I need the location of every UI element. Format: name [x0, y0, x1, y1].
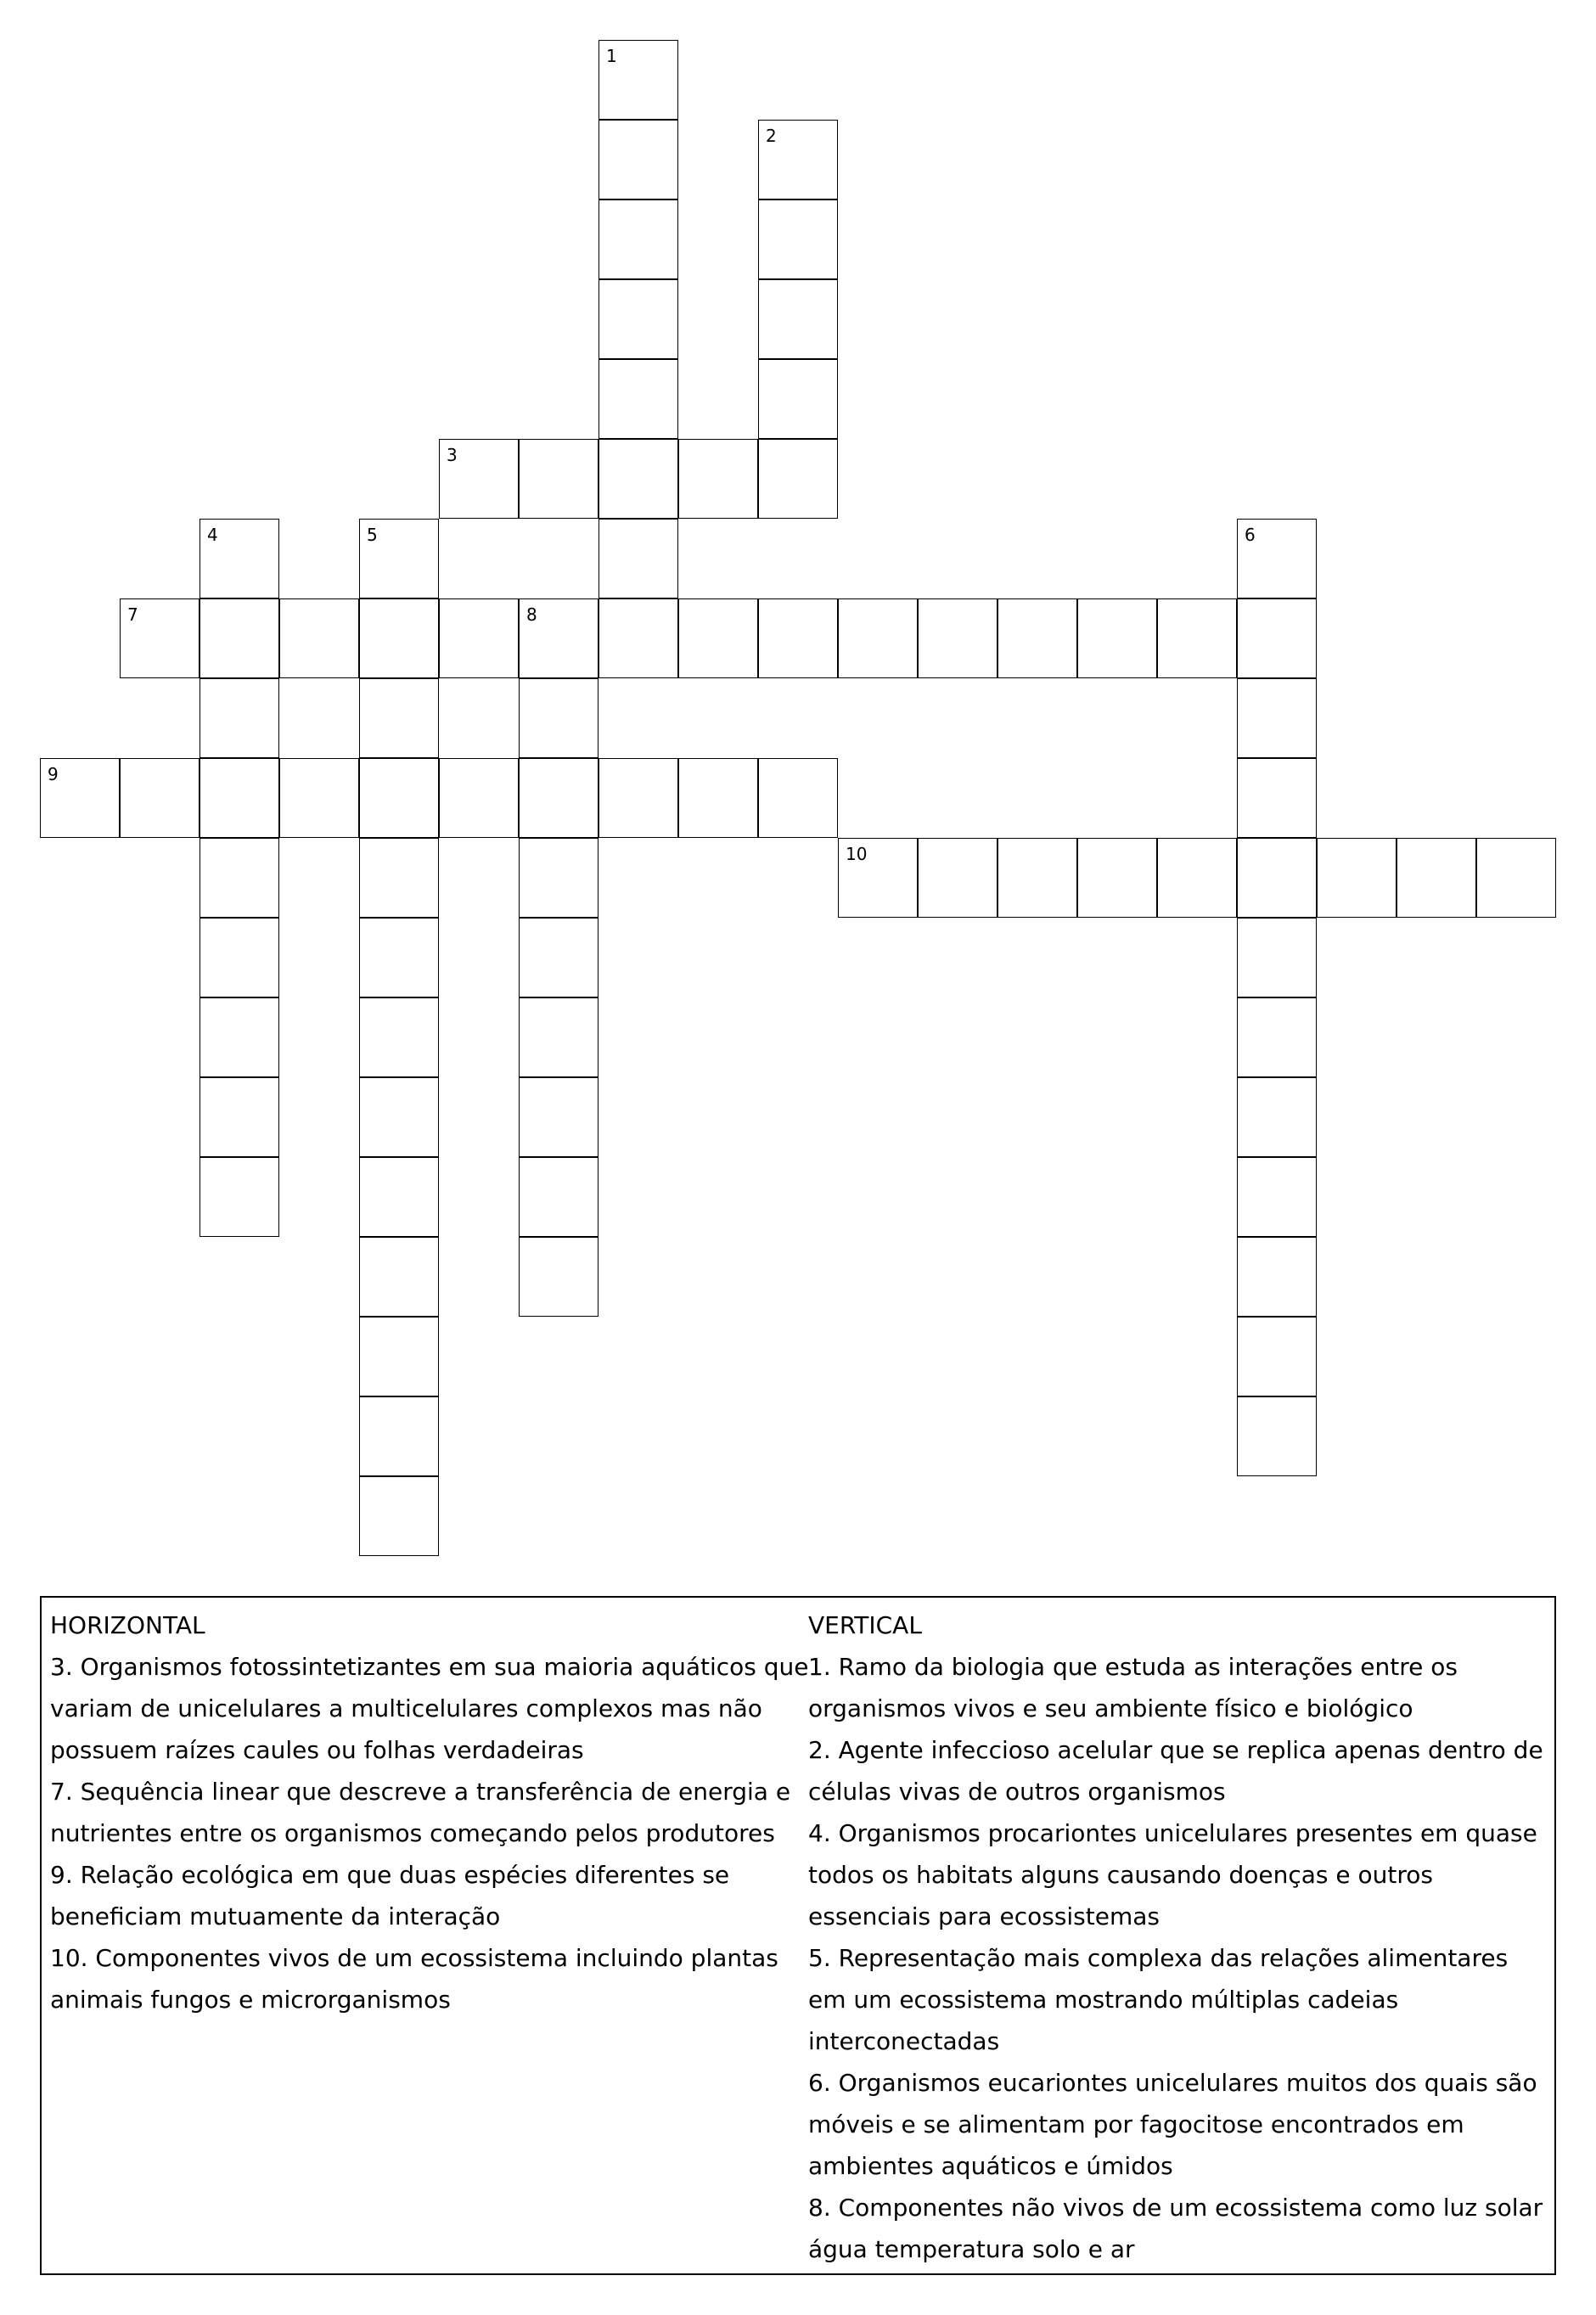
clue-item: 10. Componentes vivos de um ecossistema incluindo plantas animais fungos e microrganismos: [50, 1944, 778, 2014]
crossword-cell[interactable]: [359, 1237, 439, 1317]
vertical-clues: [808, 1604, 1551, 2270]
clue-number: 2: [766, 126, 777, 146]
clue-number: 9: [48, 764, 59, 784]
crossword-cell[interactable]: [758, 279, 838, 359]
crossword-cell[interactable]: [1237, 1396, 1317, 1476]
crossword-cell[interactable]: [1237, 838, 1317, 918]
crossword-cell[interactable]: [1237, 678, 1317, 758]
crossword-cell[interactable]: [918, 838, 997, 918]
clue-item: 3. Organismos fotossintetizantes em sua maioria aquáticos que variam de unicelulares a multicelulares complexos mas não possuem raízes caules ou folhas verdadeiras: [50, 1653, 809, 1764]
clue-number: 10: [846, 844, 868, 864]
vertical-title: VERTICAL: [808, 1611, 922, 1639]
crossword-cell[interactable]: [439, 439, 519, 519]
crossword-cell[interactable]: [439, 598, 519, 678]
horizontal-title: HORIZONTAL: [50, 1611, 205, 1639]
crossword-cell[interactable]: [359, 1476, 439, 1556]
crossword-cell[interactable]: [359, 1077, 439, 1157]
crossword-cell[interactable]: [519, 1157, 598, 1237]
crossword-cell[interactable]: [997, 838, 1077, 918]
crossword-cell[interactable]: [200, 598, 279, 678]
crossword-cell[interactable]: [598, 439, 678, 519]
crossword-cell[interactable]: [1157, 838, 1237, 918]
clue-item: 6. Organismos eucariontes unicelulares muitos dos quais são móveis e se alimentam por fagocitose encontrados em ambientes aquáticos e úmidos: [808, 2069, 1537, 2180]
crossword-cell[interactable]: [200, 519, 279, 598]
crossword-cell[interactable]: [279, 758, 359, 838]
crossword-cell[interactable]: [359, 678, 439, 758]
crossword-cell[interactable]: [359, 838, 439, 918]
crossword-cell[interactable]: [1237, 598, 1317, 678]
crossword-cell[interactable]: [519, 838, 598, 918]
crossword-cell[interactable]: [279, 598, 359, 678]
crossword-cell[interactable]: [598, 199, 678, 279]
crossword-cell[interactable]: [758, 758, 838, 838]
crossword-cell[interactable]: [997, 598, 1077, 678]
clue-number: 1: [606, 46, 617, 66]
clue-number: 3: [447, 445, 458, 465]
clue-item: 2. Agente infeccioso acelular que se replica apenas dentro de células vivas de outros organismos: [808, 1736, 1543, 1806]
clue-number: 6: [1245, 525, 1256, 545]
clues-box: [40, 1596, 1556, 2275]
clue-number: 7: [127, 604, 138, 625]
crossword-cell[interactable]: [519, 1077, 598, 1157]
crossword-cell[interactable]: [598, 519, 678, 598]
crossword-cell[interactable]: [120, 598, 200, 678]
crossword-cell[interactable]: [200, 1157, 279, 1237]
crossword-cell[interactable]: [1077, 838, 1157, 918]
crossword-cell[interactable]: [439, 758, 519, 838]
crossword-cell[interactable]: [1237, 758, 1317, 838]
horizontal-clues: [50, 1604, 810, 2020]
clue-number: 5: [367, 525, 378, 545]
crossword-cell[interactable]: [200, 758, 279, 838]
clue-item: 4. Organismos procariontes unicelulares presentes em quase todos os habitats alguns causando doenças e outros essenciais para ecossistemas: [808, 1819, 1537, 1930]
crossword-cell[interactable]: [359, 1396, 439, 1476]
crossword-cell[interactable]: [200, 678, 279, 758]
crossword-cell[interactable]: [598, 120, 678, 199]
crossword-cell[interactable]: [598, 598, 678, 678]
crossword-cell[interactable]: [598, 359, 678, 439]
crossword-cell[interactable]: [359, 1317, 439, 1396]
crossword-cell[interactable]: [200, 838, 279, 918]
clue-item: 5. Representação mais complexa das relações alimentares em um ecossistema mostrando múltiplas cadeias interconectadas: [808, 1944, 1509, 2055]
crossword-cell[interactable]: [200, 1077, 279, 1157]
crossword-cell[interactable]: [1237, 519, 1317, 598]
clue-item: 7. Sequência linear que descreve a transferência de energia e nutrientes entre os organismos começando pelos produtores: [50, 1778, 791, 1847]
clue-number: 8: [526, 604, 537, 625]
crossword-cell[interactable]: [200, 918, 279, 997]
crossword-cell[interactable]: [200, 997, 279, 1077]
crossword-cell[interactable]: [359, 918, 439, 997]
crossword-cell[interactable]: [1237, 918, 1317, 997]
crossword-cell[interactable]: [519, 997, 598, 1077]
crossword-cell[interactable]: [40, 758, 120, 838]
crossword-cell[interactable]: [1396, 838, 1476, 918]
crossword-cell[interactable]: [758, 359, 838, 439]
crossword-cell[interactable]: [519, 678, 598, 758]
crossword-cell[interactable]: [918, 598, 997, 678]
crossword-cell[interactable]: [359, 598, 439, 678]
crossword-cell[interactable]: [359, 1157, 439, 1237]
clue-item: 1. Ramo da biologia que estuda as interações entre os organismos vivos e seu ambiente físico e biológico: [808, 1653, 1458, 1722]
crossword-cell[interactable]: [1317, 838, 1396, 918]
crossword-cell[interactable]: [1157, 598, 1237, 678]
crossword-cell[interactable]: [758, 199, 838, 279]
crossword-cell[interactable]: [758, 439, 838, 519]
crossword-cell[interactable]: [1237, 1317, 1317, 1396]
crossword-cell[interactable]: [838, 838, 918, 918]
clue-item: 9. Relação ecológica em que duas espécies diferentes se beneficiam mutuamente da interação: [50, 1861, 730, 1930]
crossword-cell[interactable]: [838, 598, 918, 678]
crossword-cell[interactable]: [359, 758, 439, 838]
crossword-cell[interactable]: [598, 758, 678, 838]
crossword-cell[interactable]: [519, 598, 598, 678]
crossword-cell[interactable]: [1237, 997, 1317, 1077]
crossword-cell[interactable]: [598, 279, 678, 359]
crossword-cell[interactable]: [519, 1237, 598, 1317]
crossword-cell[interactable]: [1077, 598, 1157, 678]
crossword-cell[interactable]: [519, 439, 598, 519]
crossword-cell[interactable]: [678, 758, 758, 838]
crossword-cell[interactable]: [758, 598, 838, 678]
clue-item: 8. Componentes não vivos de um ecossistema como luz solar água temperatura solo e ar: [808, 2194, 1543, 2263]
crossword-cell[interactable]: [598, 40, 678, 120]
crossword-cell[interactable]: [120, 758, 200, 838]
crossword-cell[interactable]: [519, 758, 598, 838]
crossword-cell[interactable]: [1476, 838, 1556, 918]
crossword-cell[interactable]: [758, 120, 838, 199]
crossword-cell[interactable]: [1237, 1237, 1317, 1317]
crossword-cell[interactable]: [1237, 1077, 1317, 1157]
crossword-cell[interactable]: [678, 598, 758, 678]
crossword-cell[interactable]: [359, 997, 439, 1077]
crossword-cell[interactable]: [1237, 1157, 1317, 1237]
crossword-cell[interactable]: [678, 439, 758, 519]
clue-number: 4: [207, 525, 218, 545]
crossword-cell[interactable]: [359, 519, 439, 598]
crossword-cell[interactable]: [519, 918, 598, 997]
